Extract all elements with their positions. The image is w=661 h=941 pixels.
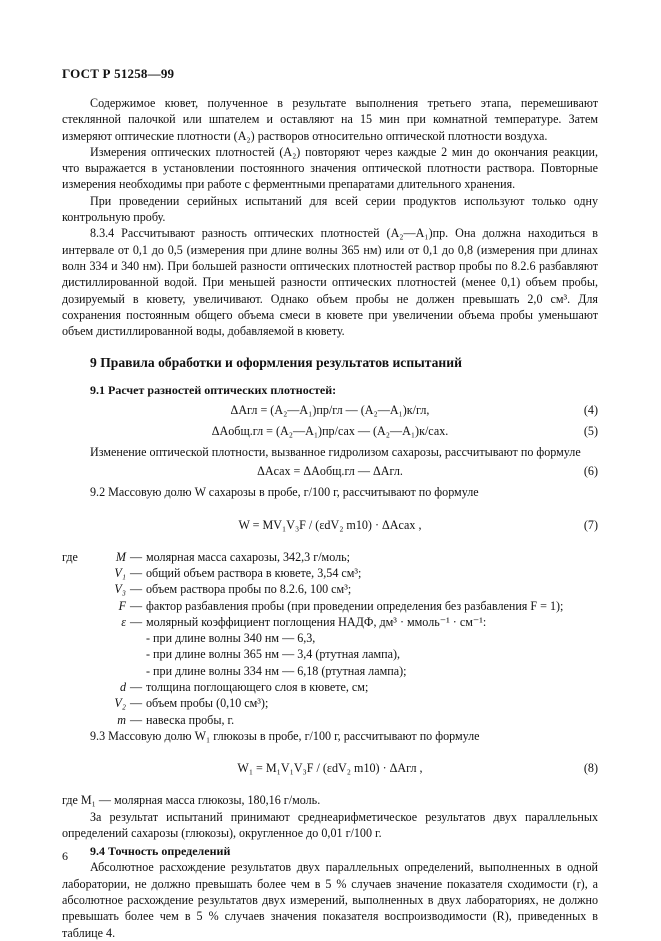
definition-text: общий объем раствора в кювете, 3,54 см³; [146,565,362,580]
definition-dash: — [129,696,143,711]
definition-dash: — [129,712,143,727]
definition-text: навеска пробы, г. [146,712,235,727]
paragraph: Содержимое кювет, полученное в результате выполнения третьего этапа, перемешивают стеклянной палочкой или шпателем и оставляют на 15 мин при комнатной температуре. Затем измеряют оптические плотности (A₂) растворов относительно оптической плотности воздуха. [62,96,598,143]
definition-text: объем пробы (0,10 см³); [146,696,269,711]
subsection-title: 9.4 Точность определений [90,844,231,859]
definition-text: молярная масса сахарозы, 342,3 г/моль; [146,549,351,564]
paragraph: 9.2 Массовую долю W сахарозы в пробе, г/100 г, рассчитывают по формуле [90,485,479,500]
definitions-list [62,549,598,728]
definition-dash: — [129,614,143,629]
formula-number: (7) [583,517,598,532]
definition-dash: — [129,680,143,695]
formula-text: ΔAсах = ΔAобщ.гл — ΔAгл. [257,464,403,479]
paragraph: 8.3.4 Рассчитывают разность оптических плотностей (A₂—A₁)пр. Она должна находиться в интервале от 0,1 до 0,5 (измерения при длине волны 365 нм) или от 0,1 до 0,8 (измерения при длинах волн 334 и 340 нм). При большей разности оптических плотностей раствор пробы по 8.2.6 разбавляют дистиллированной водой. При меньшей разности оптических плотностей (менее 0,1) объем пробы, дозируемый в кювету, увеличивают. Однако объем пробы не должен превышать 2,0 см³. Для сохранения постоянным общего объема смеси в кювете при увеличении объема пробы уменьшают объем дистиллированной воды, добавляемой в кювету. [62,226,598,339]
definition-m1: где M₁ — молярная масса глюкозы, 180,16 г/моль. [62,793,321,808]
formula-number: (6) [583,464,598,479]
definition-symbol: V₃ [114,582,126,597]
definition-text: - при длине волны 340 нм — 6,3, [146,631,316,646]
definition-item [62,695,598,711]
paragraph: Измерения оптических плотностей (A₂) повторяют через каждые 2 мин до окончания реакции, что выражается в установлении постоянного значения оптической плотности раствора. Повторные измерения необходимы при работе с ферментными препаратами длительного хранения. [62,144,598,192]
formula-text: W₁ = M₁V₁V₃F / (εdV₂ m10) · ΔAгл , [237,761,423,776]
definition-item [62,549,598,565]
definition-symbol: V₁ [114,565,126,580]
definition-item [62,679,598,695]
formula-text: ΔAгл = (A₂—A₁)пр/гл — (A₂—A₁)к/гл, [230,403,430,418]
formula-4 [62,402,598,420]
document-header: ГОСТ Р 51258—99 [62,66,175,81]
definition-symbol: d [119,680,126,695]
page-number: 6 [62,849,68,863]
definition-subitem [62,630,598,646]
definition-symbol: V₂ [114,696,126,711]
formula-text: ΔAобщ.гл = (A₂—A₁)пр/сах — (A₂—A₁)к/сах. [211,424,449,439]
definition-text: - при длине волны 334 нм — 6,18 (ртутная лампа); [146,663,407,678]
paragraph: При проведении серийных испытаний для всей серии продуктов используют только одну контрольную пробу. [62,193,598,225]
definition-item [62,581,598,597]
definition-dash: — [129,565,143,580]
definition-dash: — [129,598,143,613]
definition-subitem [62,663,598,679]
definition-dash: — [129,582,143,597]
paragraph: Изменение оптической плотности, вызванное гидролизом сахарозы, рассчитывают по формуле [90,445,581,460]
formula-6 [62,463,598,481]
paragraph: Абсолютное расхождение результатов двух параллельных определений, выполненных в одной лаборатории, не должно превышать более чем в 5 % случаев значение показателя сходимости (r), а абсолютное расхождение результатов двух измерений, выполненных в двух лабораториях, не должно превышать более чем в 5 % случаев значения показателя воспроизводимости (R), приведенных в таблице 4. [62,860,598,940]
section-title: 9 Правила обработки и оформления результатов испытаний [90,355,462,371]
formula-number: (4) [583,403,598,418]
definition-lead: где [62,549,78,564]
formula-5 [62,423,598,441]
definition-symbol: m [117,712,126,727]
text-body [62,95,598,941]
formula-7 [62,509,598,541]
definition-text: - при длине волны 365 нм — 3,4 (ртутная лампа), [146,647,401,662]
definition-text: молярный коэффициент поглощения НАДФ, дм³ · ммоль⁻¹ · см⁻¹: [146,614,487,629]
definition-symbol: ε [121,614,126,629]
definition-dash: — [129,549,143,564]
definition-subitem [62,646,598,662]
subsection-title: 9.1 Расчет разностей оптических плотностей: [90,382,337,397]
definition-text: фактор разбавления пробы (при проведении определения без разбавления F = 1); [146,598,564,613]
definition-item [62,598,598,614]
formula-text: W = MV₁V₃F / (εdV₂ m10) · ΔAсах , [238,517,422,532]
formula-number: (8) [583,761,598,776]
definition-symbol: F [118,598,126,613]
definition-item [62,565,598,581]
definition-symbol: M [115,549,126,564]
definition-item [62,614,598,630]
definition-text: толщина поглощающего слоя в кювете, см; [146,680,369,695]
paragraph: За результат испытаний принимают среднеарифметическое результатов двух параллельных определений сахарозы (глюкозы), округленное до 0,01 г/100 г. [62,809,598,840]
formula-number: (5) [583,424,598,439]
formula-8 [62,752,598,784]
definition-item [62,712,598,728]
definition-text: объем раствора пробы по 8.2.6, 100 см³; [146,582,352,597]
paragraph: 9.3 Массовую долю W₁ глюкозы в пробе, г/100 г, рассчитывают по формуле [90,728,480,743]
